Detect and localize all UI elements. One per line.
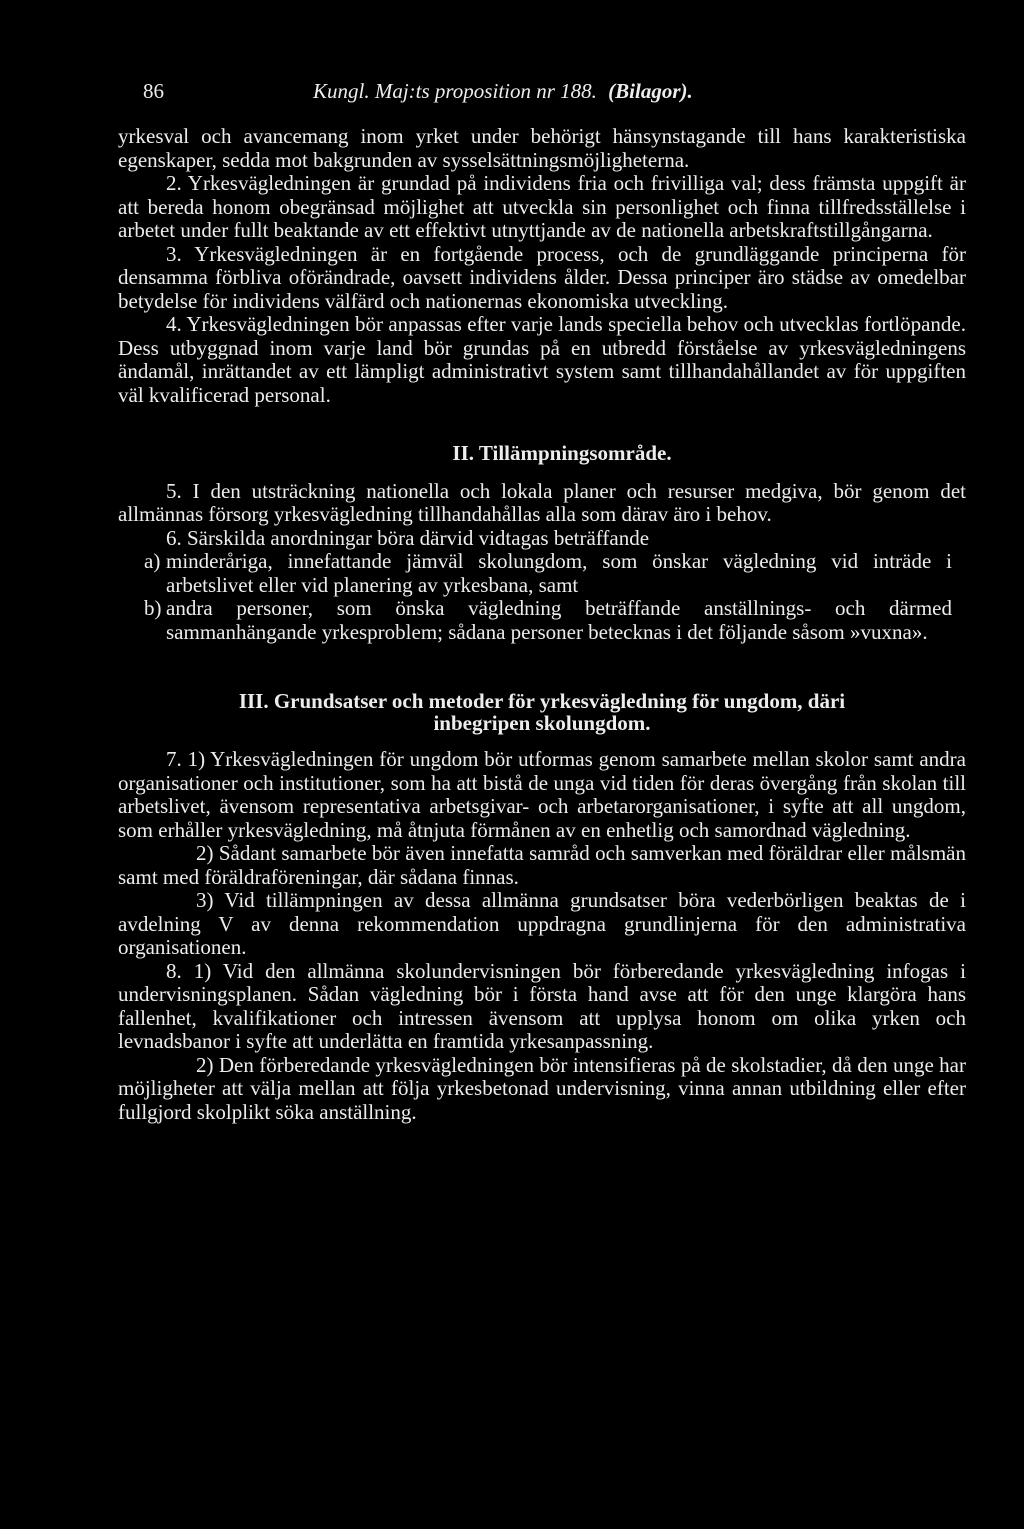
paragraph-2: 2. Yrkesvägledningen är grundad på individens fria och frivilliga val; dess främsta uppgift är att bereda honom obegränsad möjlighet att utveckla sin personlighet och finna tillfredsställelse i arbetet under fullt beaktande av ett effektivt utnyttjande av de nationella arbetskraftstillgångarna. bbox=[118, 171, 966, 242]
list-item-a bbox=[118, 550, 966, 597]
paragraph-3: 3. Yrkesvägledningen är en fortgående process, och de grundläggande principerna för densamma förbliva oförändrade, oavsett individens ålder. Dessa principer äro städse av omedelbar betydelse för individens välfärd och nationernas ekonomiska utveckling. bbox=[118, 241, 966, 313]
paragraph-8-1: 8. 1) Vid den allmänna skolundervisningen bör förberedande yrkesvägledning infogas i undervisningsplanen. Sådan vägledning bör i första hand avse att för den unge klargöra hans fallenhet, kvalifikationer och intressen ävensom att upplysa honom om olika yrken och levnadsbanor i syfte att underlätta en framtida yrkesanpassning. bbox=[118, 958, 966, 1053]
paragraph-8-2: 2) Den förberedande yrkesvägledningen bör intensifieras på de skolstadier, då den unge har möjligheter att välja mellan att följa yrkesbetonad undervisning, vinna annan utbildning eller efter fullgjord skolplikt söka anställning. bbox=[118, 1052, 966, 1124]
paragraph-7-3: 3) Vid tillämpningen av dessa allmänna grundsatser böra vederbörligen beaktas de i avdelning V av denna rekommendation uppdragna grundlinjerna för den administrativa organisationen. bbox=[118, 888, 966, 959]
list-marker: b) bbox=[144, 596, 162, 620]
list-item-text: minderåriga, innefattande jämväl skolungdom, som önskar vägledning vid inträde i arbetslivet eller vid planering av yrkesbana, samt bbox=[166, 549, 952, 597]
section-heading-ii: II. Tillämpningsområde. bbox=[452, 441, 672, 465]
section-heading-iii-line2: inbegripen skolungdom. bbox=[433, 711, 651, 735]
paragraph-5: 5. I den utsträckning nationella och lokala planer och resurser medgiva, bör genom det allmännas försorg yrkesvägledning tillhandahållas alla som därav äro i behov. bbox=[118, 478, 966, 526]
list-item-text: andra personer, som önska vägledning beträffande anställnings- och därmed sammanhängande yrkesproblem; sådana personer betecknas i det följande såsom »vuxna». bbox=[166, 596, 952, 644]
running-head bbox=[313, 80, 693, 104]
document-body bbox=[118, 125, 966, 1124]
section-heading-iii-line1: III. Grundsatser och metoder för yrkesvägledning för ungdom, däri bbox=[238, 689, 846, 713]
list-marker: a) bbox=[144, 549, 161, 573]
paragraph-7-2: 2) Sådant samarbete bör även innefatta samråd och samverkan med föräldrar eller målsmän samt med föräldraföreningar, där sådana finnas. bbox=[118, 841, 966, 889]
paragraph-7-1: 7. 1) Yrkesvägledningen för ungdom bör utformas genom samarbete mellan skolor samt andra organisationer och institutioner, som ha att bistå de unga vid tiden för deras övergång från skolan till arbetslivet, ävensom representativa arbetsgivar- och arbetarorganisationer, i syfte att all ungdom, som erhåller yrkesvägledning, må åtnjuta förmånen av en enhetlig och samordnad vägledning. bbox=[118, 747, 966, 842]
page-number: 86 bbox=[143, 79, 164, 103]
paragraph-carryover: yrkesval och avancemang inom yrket under behörigt hänsynstagande till hans karakteristiska egenskaper, sedda mot bakgrunden av sysselsättningsmöjligheterna. bbox=[118, 124, 966, 172]
paragraph-4: 4. Yrkesvägledningen bör anpassas efter varje lands speciella behov och utvecklas fortlöpande. Dess utbyggnad inom varje land bör grundas på en utbredd förståelse av yrkesvägledningens ändamål, inrättandet av ett lämpligt administrativt system samt tillhandahållandet av för uppgiften väl kvalificerad personal. bbox=[118, 312, 966, 407]
list-item-b bbox=[118, 597, 966, 644]
running-head-title: Kungl. Maj:ts proposition nr 188. bbox=[313, 79, 597, 103]
section-heading-iii bbox=[118, 690, 966, 734]
paragraph-6: 6. Särskilda anordningar böra därvid vidtagas beträffande bbox=[166, 525, 650, 550]
running-head-appendix: (Bilagor). bbox=[608, 79, 693, 103]
